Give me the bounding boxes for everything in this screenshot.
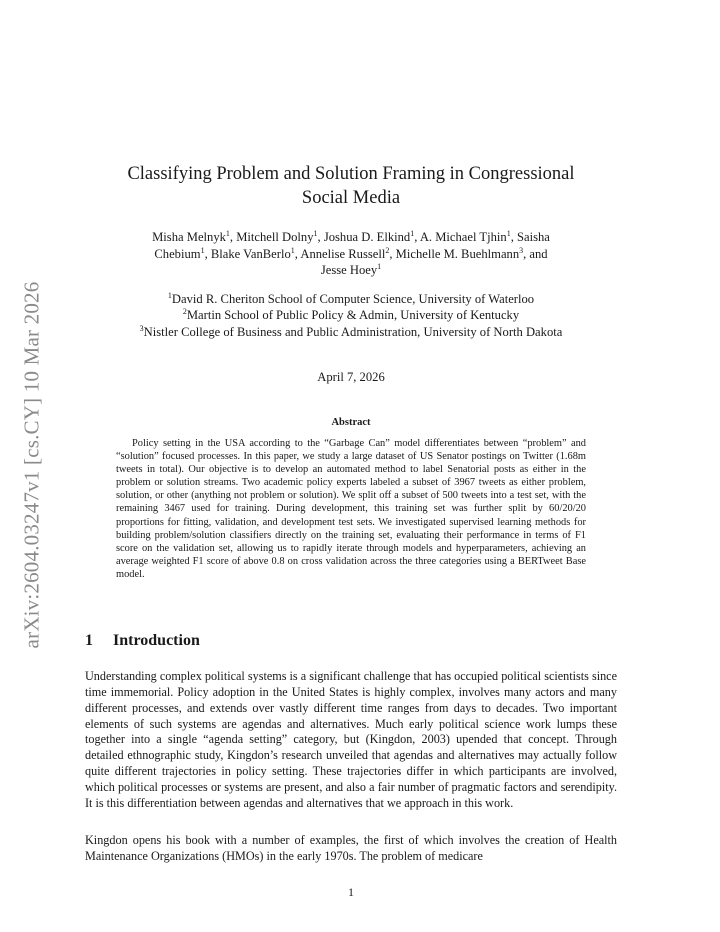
body-paragraph-2: Kingdon opens his book with a number of examples, the first of which involves the creation of Health Maintenance Organizations (HMOs) in the early 1970s. The problem of medicare — [85, 833, 617, 863]
author-affil-mark: 1 — [377, 262, 382, 271]
section-number: 1 — [85, 632, 93, 649]
author-line-2 — [85, 246, 617, 263]
author-name: Jesse Hoey — [320, 263, 378, 277]
affil-text: Martin School of Public Policy & Admin, University of Kentucky — [186, 308, 520, 323]
author-name: , Blake VanBerlo — [204, 246, 291, 261]
body-paragraph-1: Understanding complex political systems is a significant challenge that has occupied political scientists since time immemorial. Policy adoption in the United States is highly complex, involves many actors and many different processes, and extends over vastly different time ranges from days to decades. Two important elements of such systems are agendas and alternatives. Much early political science work lumps these together into a single “agenda setting” category, but (Kingdon, 2003) upended that concept. Through detailed ethnographic study, Kingdon’s research unveiled that agendas and alternatives may actually follow quite different trajectories in policy setting. These trajectories differ in which participants are involved, which political processes or systems are present, and also a fair number of pragmatic factors and serendipity. It is this differentiation between agendas and alternatives that we approach in this work. — [85, 669, 617, 810]
author-affil-mark: 3 — [519, 245, 524, 255]
author-name: , Annelise Russell — [294, 246, 386, 261]
author-name: Misha Melnyk — [152, 230, 226, 244]
author-line-3 — [85, 262, 617, 279]
author-name: , and — [523, 246, 548, 261]
affiliations — [85, 291, 617, 340]
publication-date: April 7, 2026 — [317, 370, 385, 384]
author-affil-mark: 1 — [313, 229, 318, 238]
author-name: , Mitchell Dolny — [229, 230, 314, 244]
affiliation-1 — [85, 291, 617, 307]
affil-mark: 3 — [139, 323, 144, 333]
author-list — [85, 229, 617, 279]
author-affil-mark: 1 — [200, 245, 205, 255]
author-affil-mark: 1 — [506, 229, 511, 238]
section-heading — [85, 632, 617, 650]
paper-title — [85, 162, 617, 210]
affiliation-2 — [85, 307, 617, 323]
author-name: , A. Michael Tjhin — [414, 230, 507, 244]
author-name: Chebium — [154, 246, 201, 261]
abstract-heading: Abstract — [331, 417, 371, 428]
section-title: Introduction — [113, 632, 200, 649]
author-name: , Michelle M. Buehlmann — [389, 246, 520, 261]
page-number: 1 — [348, 885, 354, 899]
arxiv-identifier: arXiv:2604.03247v1 [cs.CY] 10 Mar 2026 — [19, 281, 44, 649]
author-name: , Joshua D. Elkind — [317, 230, 411, 244]
affil-text: Nistler College of Business and Public Administration, University of North Dakota — [143, 324, 563, 339]
title-line-2: Social Media — [301, 188, 401, 208]
affil-mark: 1 — [167, 291, 172, 300]
author-line-1 — [85, 229, 617, 246]
affiliation-3 — [85, 324, 617, 340]
author-affil-mark: 1 — [410, 229, 415, 238]
title-line-1: Classifying Problem and Solution Framing in Congressional — [127, 164, 575, 184]
author-affil-mark: 1 — [225, 229, 230, 238]
abstract-text: Policy setting in the USA according to the “Garbage Can” model differentiates between “problem” and “solution” focused processes. In this paper, we study a large dataset of US Senator postings on Twitter (1.68m tweets in total). Our objective is to develop an automated method to label Senatorial posts as either in the problem or solution streams. Two academic policy experts labeled a subset of 3967 tweets as either problem, solution, or other (anything not problem or solution). We split off a subset of 500 tweets into a test set, with the remaining 3467 used for training. During development, this training set was further split by 60/20/20 proportions for fitting, validation, and development test sets. We investigated supervised learning methods for building problem/solution classifiers directly on the training set, evaluating their performance in terms of F1 score on the validation set, allowing us to rapidly iterate through models and hyperparameters, achieving an average weighted F1 score of above 0.8 on cross validation across the three categories using a BERTweet Base model. — [116, 438, 586, 580]
author-affil-mark: 2 — [385, 245, 390, 255]
affil-text: David R. Cheriton School of Computer Science, University of Waterloo — [171, 292, 535, 306]
author-name: , Saisha — [510, 230, 550, 244]
author-affil-mark: 1 — [290, 245, 295, 255]
affil-mark: 2 — [182, 307, 187, 317]
